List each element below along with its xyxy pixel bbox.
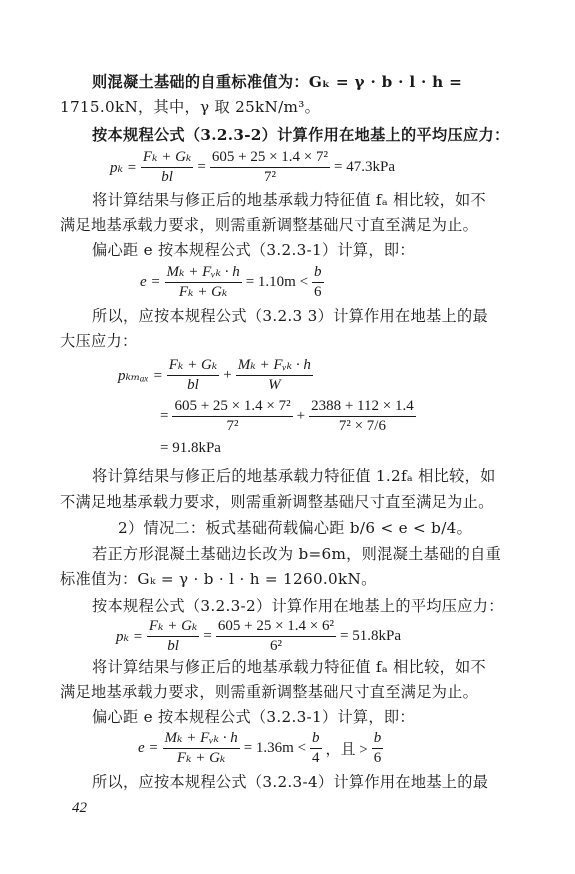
equation-mean-pressure <box>110 149 395 186</box>
equation-eccentricity-2 <box>138 730 387 767</box>
text-line: 将计算结果与修正后的地基承载力特征值 1.2fₐ 相比较，如 <box>92 467 496 485</box>
denominator: 6 <box>314 284 322 300</box>
text-line: 标准值为：Gₖ = γ · b · l · h = 1260.0kN。 <box>60 570 377 588</box>
denominator: W <box>268 377 281 393</box>
fraction <box>163 730 240 767</box>
text-line: 所以，应按本规程公式（3.2.3-4）计算作用在地基上的最 <box>92 773 489 791</box>
denominator: bl <box>187 377 199 393</box>
text-line: 不满足地基承载力要求，则需重新调整基础尺寸直至满足为止。 <box>60 493 494 511</box>
eq-middle: = 1.36m < <box>243 740 307 756</box>
text-line: 将计算结果与修正后的地基承载力特征值 fₐ 相比较，如不 <box>92 191 487 209</box>
fraction <box>216 618 336 655</box>
denominator: 7² <box>226 418 239 434</box>
numerator: b <box>312 264 324 283</box>
page-number: 42 <box>72 800 87 816</box>
text-line: 1715.0kN，其中，γ 取 25kN/m³。 <box>60 98 321 116</box>
numerator: Fₖ + Gₖ <box>147 618 200 637</box>
fraction <box>172 398 292 435</box>
fraction <box>147 618 200 655</box>
text-line: 满足地基承载力要求，则需重新调整基础尺寸直至满足为止。 <box>60 683 479 701</box>
text-line: 若正方形混凝土基础边长改为 b=6m，则混凝土基础的自重 <box>92 545 502 563</box>
denominator: bl <box>161 169 173 185</box>
eq-lhs: pₖₘₐₓ = <box>118 368 163 384</box>
numerator: b <box>372 730 384 749</box>
numerator: Mₖ + Fᵥₖ · h <box>163 730 240 749</box>
eq-middle: = 1.10m < <box>245 274 309 290</box>
text-line: 将计算结果与修正后的地基承载力特征值 fₐ 相比较，如不 <box>92 658 487 676</box>
eq-sign: = <box>203 628 212 644</box>
fraction <box>167 357 220 394</box>
eq-result: = 51.8kPa <box>340 628 401 644</box>
numerator: Fₖ + Gₖ <box>141 149 194 168</box>
text-line: 大压应力： <box>60 332 138 350</box>
numerator: 2388 + 112 × 1.4 <box>309 398 416 417</box>
plus-sign: + <box>296 408 306 424</box>
numerator: Mₖ + Fᵥₖ · h <box>165 264 242 283</box>
section-heading: 2）情况二：板式基础荷载偏心距 b/6 < e < b/4。 <box>118 519 473 537</box>
numerator: 605 + 25 × 1.4 × 7² <box>172 398 292 417</box>
denominator: Fₖ + Gₖ <box>178 284 228 300</box>
text-line: 偏心距 e 按本规程公式（3.2.3-1）计算，即： <box>92 241 415 259</box>
eq-lhs: pₖ = <box>110 160 137 176</box>
text-line: 所以，应按本规程公式（3.2.3 3）计算作用在地基上的最 <box>92 307 488 325</box>
fraction <box>210 149 330 186</box>
text-line: 偏心距 e 按本规程公式（3.2.3-1）计算，即： <box>92 708 415 726</box>
equation-mean-pressure-2 <box>116 618 401 655</box>
equation-eccentricity-1 <box>140 264 328 301</box>
eq-result: = 47.3kPa <box>334 159 395 175</box>
denominator: 6² <box>269 638 282 654</box>
denominator: bl <box>167 638 179 654</box>
denominator: 4 <box>312 750 320 766</box>
equation-max-pressure-2 <box>160 398 420 435</box>
denominator: 6 <box>373 750 382 766</box>
denominator: Fₖ + Gₖ <box>176 750 226 766</box>
denominator: 7² × 7/6 <box>338 418 386 434</box>
fraction <box>309 398 416 435</box>
eq-result: = 91.8kPa <box>160 440 221 456</box>
equation-max-pressure-3 <box>160 440 221 457</box>
fraction <box>165 264 242 301</box>
numerator: 605 + 25 × 1.4 × 6² <box>216 618 336 637</box>
fraction <box>312 264 324 301</box>
eq-lhs: pₖ = <box>116 629 143 645</box>
text-line: 按本规程公式（3.2.3-2）计算作用在地基上的平均压应力： <box>92 126 510 144</box>
plus-sign: + <box>223 367 232 383</box>
equation-max-pressure-1 <box>118 357 317 394</box>
numerator: b <box>310 730 322 749</box>
eq-sign: = <box>160 408 169 424</box>
numerator: Fₖ + Gₖ <box>167 357 220 376</box>
fraction <box>310 730 322 767</box>
fraction <box>372 730 384 767</box>
text-line: 满足地基承载力要求，则需重新调整基础尺寸直至满足为止。 <box>60 216 479 234</box>
denominator: 7² <box>263 169 276 185</box>
eq-and: ，且 > <box>325 742 368 758</box>
fraction <box>141 149 194 186</box>
numerator: Mₖ + Fᵥₖ · h <box>236 357 313 376</box>
eq-sign: = <box>197 159 206 175</box>
text-line: 则混凝土基础的自重标准值为：Gₖ = γ · b · l · h = <box>92 73 463 91</box>
eq-lhs: e = <box>140 274 161 290</box>
numerator: 605 + 25 × 1.4 × 7² <box>210 149 330 168</box>
text-line: 按本规程公式（3.2.3-2）计算作用在地基上的平均压应力： <box>92 597 504 615</box>
eq-lhs: e = <box>138 740 159 756</box>
fraction <box>236 357 313 394</box>
